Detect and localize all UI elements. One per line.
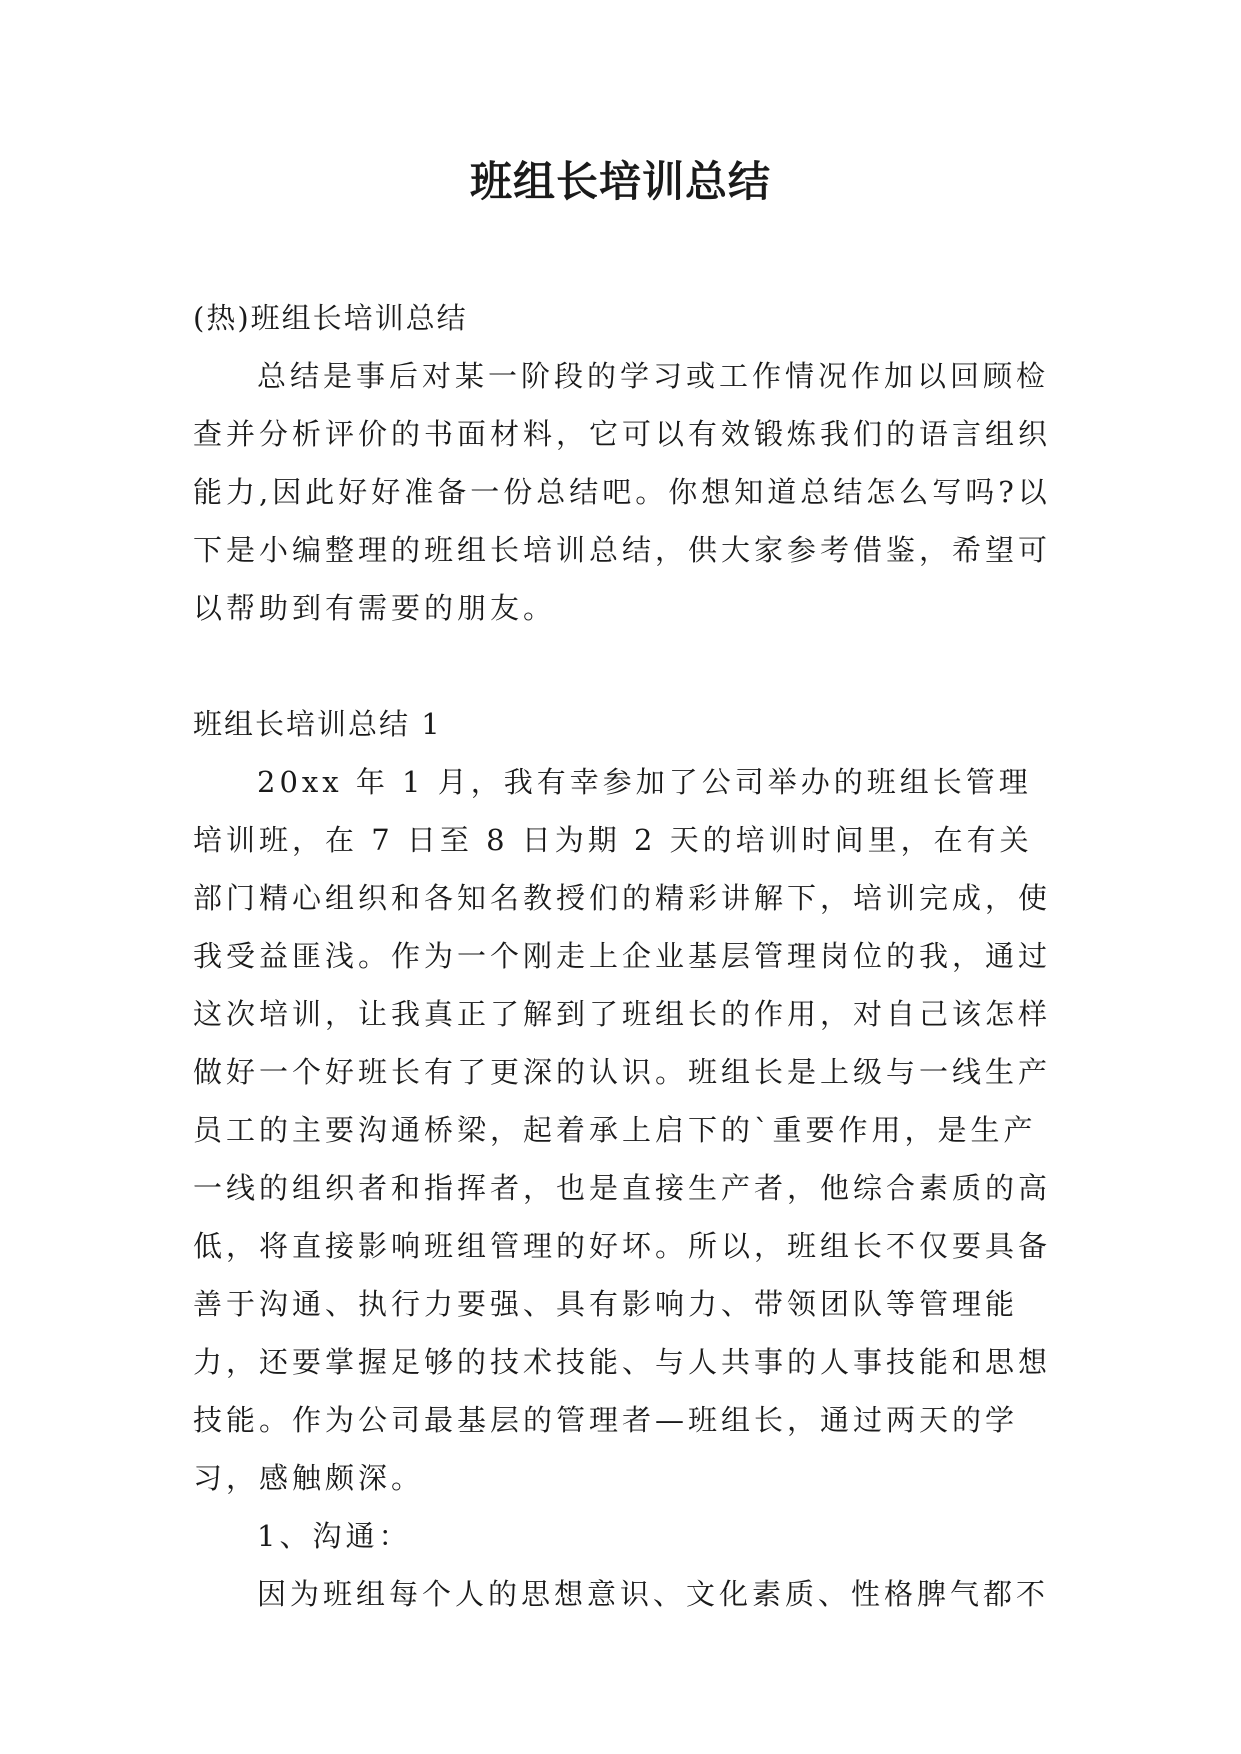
point-paragraph: 因为班组每个人的思想意识、文化素质、性格脾气都不	[257, 1577, 1050, 1611]
paragraph-spacer	[193, 637, 1063, 695]
section-heading: 班组长培训总结 1	[193, 707, 442, 741]
document-body	[193, 289, 1063, 1623]
document-title: 班组长培训总结	[469, 157, 771, 206]
point-heading: 1、沟通：	[257, 1519, 412, 1553]
intro-paragraph: 总结是事后对某一阶段的学习或工作情况作加以回顾检查并分析评价的书面材料，它可以有效锻炼我们的语言组织能力,因此好好准备一份总结吧。你想知道总结怎么写吗?以下是小编整理的班组长培训总结，供大家参考借鉴，希望可以帮助到有需要的朋友。	[193, 359, 1052, 625]
document-subtitle: (热)班组长培训总结	[193, 301, 468, 335]
section-paragraph: 20xx 年 1 月，我有幸参加了公司举办的班组长管理培训班，在 7 日至 8 日为期 2 天的培训时间里，在有关部门精心组织和各知名教授们的精彩讲解下，培训完成，使我受益匪浅。作为一个刚走上企业基层管理岗位的我，通过这次培训，让我真正了解到了班组长的作用，对自己该怎样做好一个好班长有了更深的认识。班组长是上级与一线生产员工的主要沟通桥梁，起着承上启下的`重要作用，是生产一线的组织者和指挥者，也是直接生产者，他综合素质的高低，将直接影响班组管理的好坏。所以，班组长不仅要具备善于沟通、执行力要强、具有影响力、带领团队等管理能力，还要掌握足够的技术技能、与人共事的人事技能和思想技能。作为公司最基层的管理者—班组长，通过两天的学习，感触颇深。	[193, 765, 1052, 1495]
